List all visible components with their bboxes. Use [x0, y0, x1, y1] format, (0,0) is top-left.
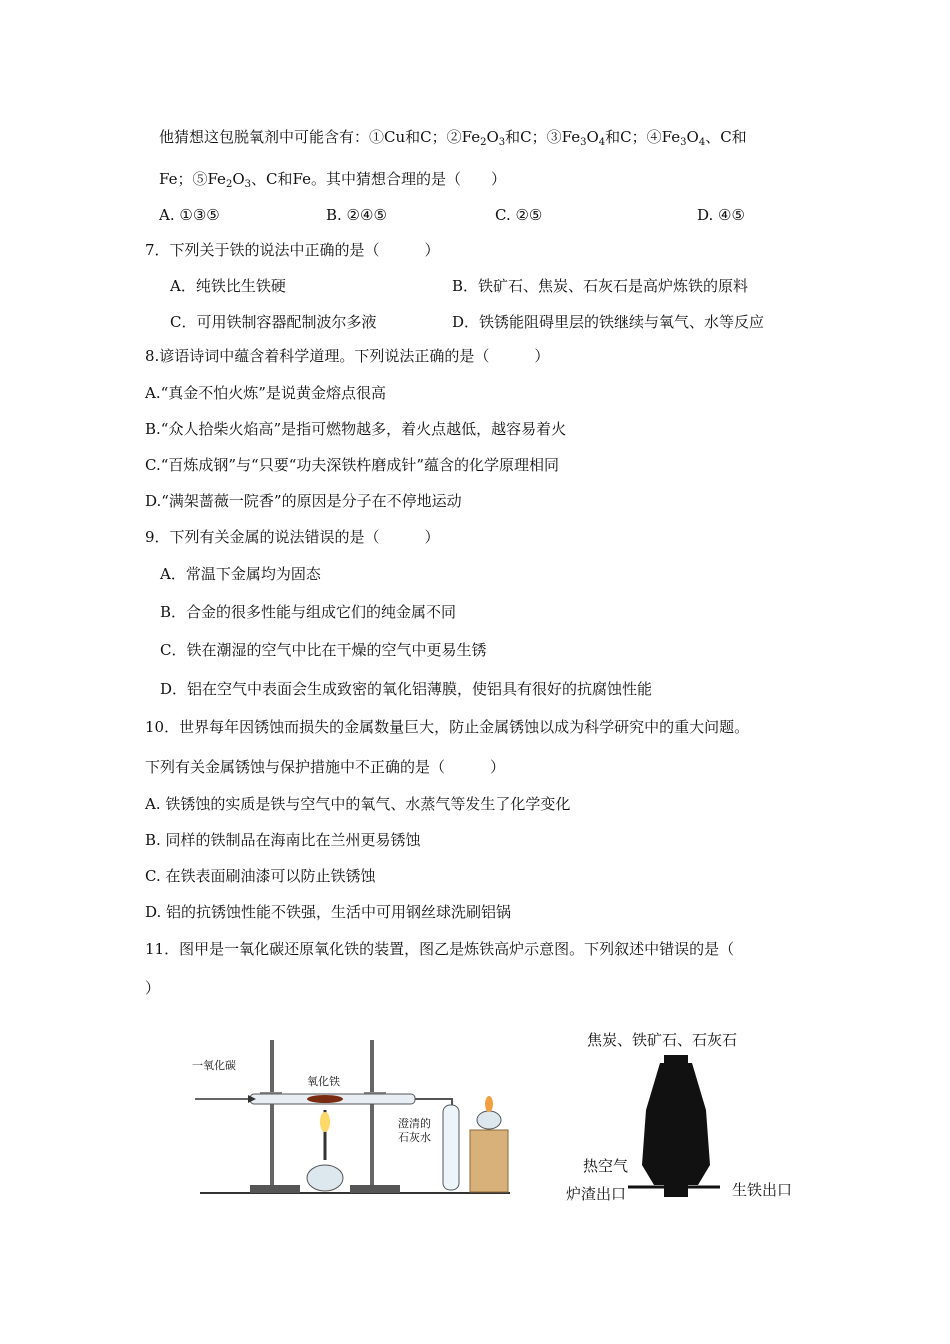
iron-outlet-label: 生铁出口: [732, 1181, 793, 1199]
q9-option-d: D．铝在空气中表面会生成致密的氧化铝薄膜，使铝具有很好的抗腐蚀性能: [160, 680, 653, 698]
q6-option-c: C. ②⑤: [495, 206, 543, 224]
subscript: 4: [698, 137, 706, 148]
q6-line1-pre: 他猜想这包脱氧剂中可能含有：①Cu和C；②Fe: [159, 128, 481, 146]
q11-stem-line1: 11．图甲是一氧化碳还原氧化铁的装置，图乙是炼铁高炉示意图。下列叙述中错误的是（: [145, 940, 735, 958]
q6-line1: 他猜想这包脱氧剂中可能含有：①Cu和C；$②Fe_2O_3$和C；$③Fe_3O_4$和C；$④Fe_3O_4$、C和: [159, 128, 747, 148]
q6-line1-mid1: 和C；③Fe: [505, 128, 581, 146]
q11-stem-line2: ）: [145, 979, 161, 997]
blast-furnace-figure: [620, 1055, 740, 1205]
q6-line1-mid2: 和C；④Fe: [605, 128, 681, 146]
q10-option-b: B. 同样的铁制品在海南比在兰州更易锈蚀: [145, 831, 421, 849]
subscript: 3: [680, 137, 687, 148]
subscript: 3: [498, 137, 506, 148]
q6-line2-end: 、C和Fe。其中猜想合理的是（ ）: [251, 170, 506, 188]
q9-option-c: C．铁在潮湿的空气中比在干燥的空气中更易生锈: [160, 641, 487, 659]
subscript: 2: [225, 179, 233, 190]
subscript: 2: [480, 137, 487, 148]
q6-option-b: B. ②④⑤: [326, 206, 387, 224]
q6-line1-end: 、C和: [705, 128, 747, 146]
q9-option-b: B．合金的很多性能与组成它们的纯金属不同: [160, 603, 457, 621]
q9-stem: 9．下列有关金属的说法错误的是（ ）: [145, 528, 440, 546]
slag-outlet-label: 炉渣出口: [566, 1185, 627, 1203]
furnace-input-label: 焦炭、铁矿石、石灰石: [587, 1031, 738, 1049]
q10-option-c: C. 在铁表面刷油漆可以防止铁锈蚀: [145, 867, 376, 885]
q8-option-d: D.“满架蔷薇一院香”的原因是分子在不停地运动: [145, 492, 462, 510]
co-inlet-label: 一氧化碳: [192, 1059, 236, 1072]
q7-option-d: D．铁锈能阻碍里层的铁继续与氧气、水等反应: [452, 313, 765, 331]
q7-stem: 7．下列关于铁的说法中正确的是（ ）: [145, 241, 440, 259]
q9-option-a: A．常温下金属均为固态: [160, 565, 321, 583]
q7-option-c: C．可用铁制容器配制波尔多液: [170, 313, 377, 331]
q10-stem-line1: 10．世界每年因锈蚀而损失的金属数量巨大，防止金属锈蚀以成为科学研究中的重大问题。: [145, 718, 750, 736]
limewater-label-2: 石灰水: [398, 1131, 431, 1144]
q6-line2: Fe；$⑤Fe_2O_3$、C和Fe。其中猜想合理的是（ ）: [159, 170, 506, 190]
subscript: 3: [580, 137, 587, 148]
hot-air-label: 热空气: [583, 1157, 629, 1175]
q10-option-a: A. 铁锈蚀的实质是铁与空气中的氧气、水蒸气等发生了化学变化: [145, 795, 571, 813]
q6-line2-pre: Fe；⑤Fe: [159, 170, 226, 188]
q7-option-a: A．纯铁比生铁硬: [170, 277, 286, 295]
q8-option-b: B.“众人拾柴火焰高”是指可燃物越多，着火点越低，越容易着火: [145, 420, 567, 438]
limewater-label-1: 澄清的: [398, 1117, 431, 1130]
q6-option-d: D. ④⑤: [697, 206, 745, 224]
q8-option-a: A.“真金不怕火炼”是说黄金熔点很高: [145, 384, 386, 402]
q8-option-c: C.“百炼成钢”与“只要“功夫深铁杵磨成针”蕴含的化学原理相同: [145, 456, 560, 474]
q7-option-b: B．铁矿石、焦炭、石灰石是高炉炼铁的原料: [452, 277, 749, 295]
q6-option-a: A. ①③⑤: [159, 206, 220, 224]
co-reduction-apparatus-figure: [190, 1030, 520, 1200]
subscript: 3: [244, 179, 251, 190]
iron-oxide-label: 氧化铁: [307, 1075, 340, 1088]
q10-option-d: D. 铝的抗锈蚀性能不铁强，生活中可用钢丝球洗刷铝锅: [145, 903, 512, 921]
subscript: 4: [598, 137, 606, 148]
q10-stem-line2: 下列有关金属锈蚀与保护措施中不正确的是（ ）: [145, 758, 506, 776]
q8-stem: 8.谚语诗词中蕴含着科学道理。下列说法正确的是（ ）: [145, 347, 550, 365]
